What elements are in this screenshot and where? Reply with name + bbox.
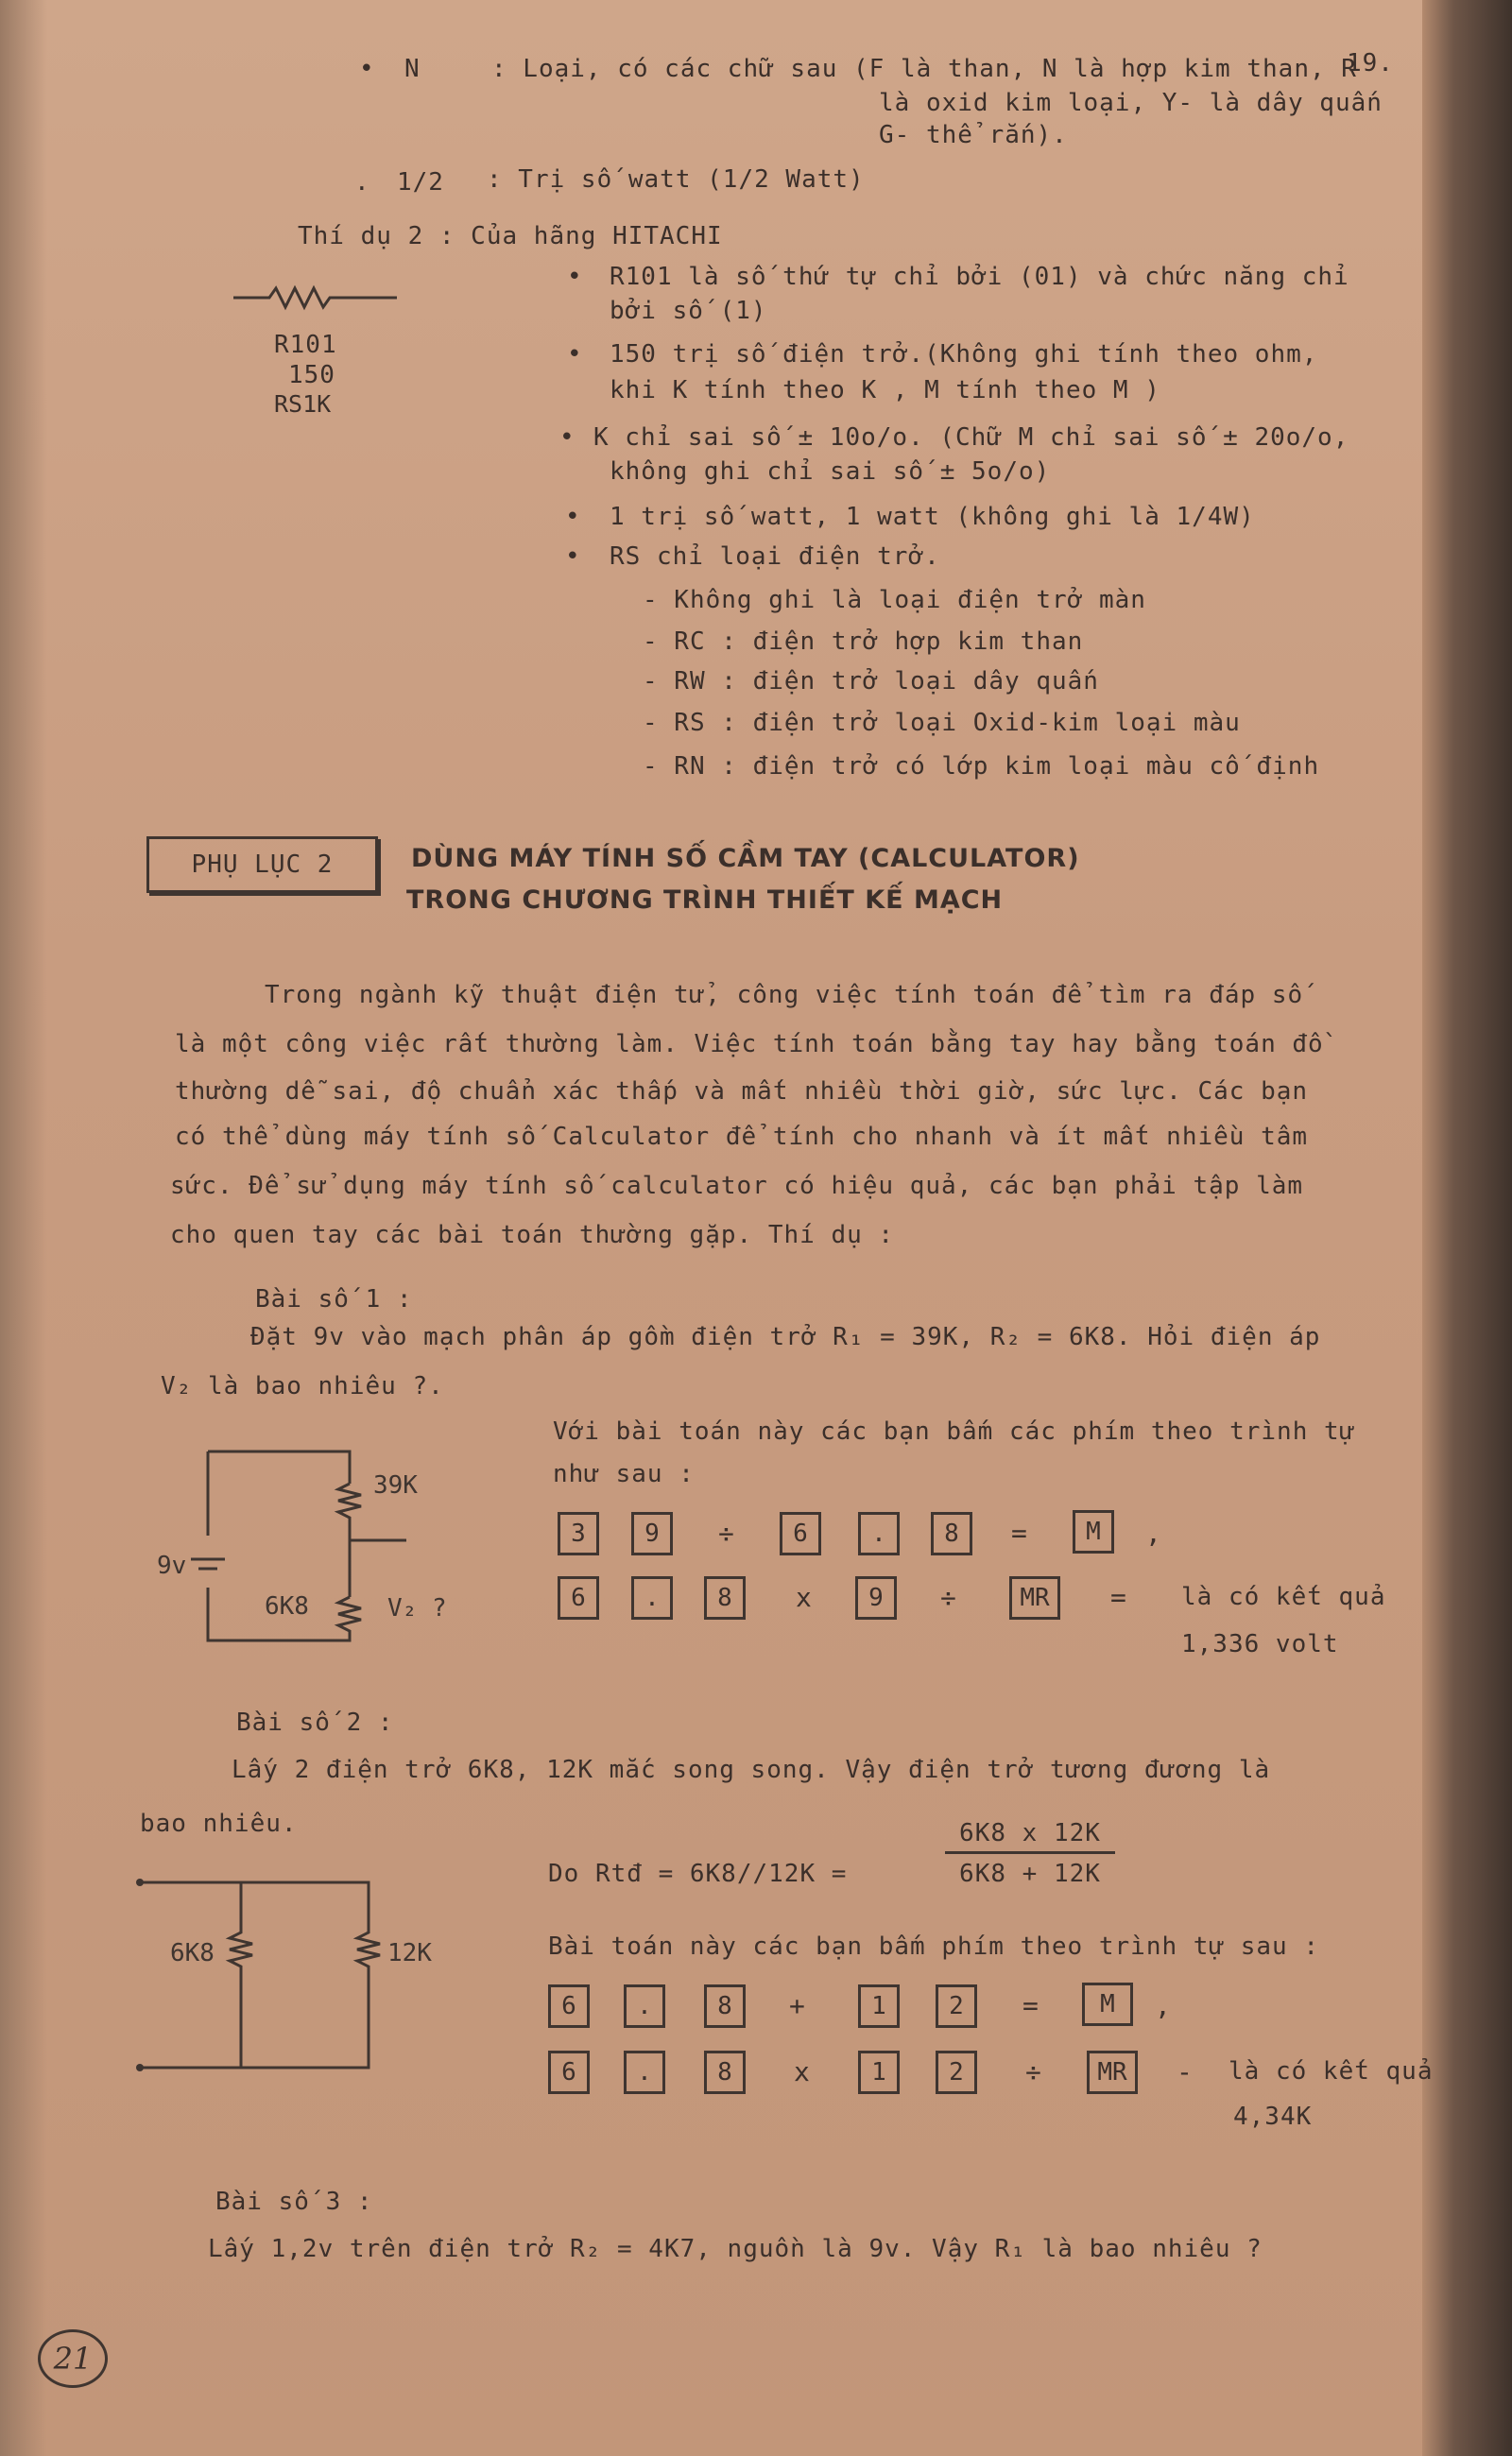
calc-operator: = bbox=[1022, 1990, 1039, 2021]
calc-key: 6 bbox=[558, 1576, 599, 1620]
circuit1-output-label: V₂ ? bbox=[387, 1594, 447, 1623]
intro-line: sức. Để sử dụng máy tính số calculator có hiệu quả, các bạn phải tập làm bbox=[170, 1172, 1304, 1200]
problem2-result: là có kết quả bbox=[1228, 2057, 1434, 2086]
calc-key: . bbox=[624, 1984, 665, 2028]
resistor-label-1: R101 bbox=[274, 331, 337, 359]
half-marker: 1/2 bbox=[397, 168, 444, 197]
resistor-label-2: 150 bbox=[288, 361, 335, 389]
calc-key: 3 bbox=[558, 1512, 599, 1555]
voltage-divider-circuit bbox=[157, 1446, 482, 1654]
calc-key: 8 bbox=[704, 1576, 746, 1620]
calc-key: 2 bbox=[936, 2051, 977, 2094]
circuit1-r1-label: 39K bbox=[373, 1471, 418, 1500]
bullet-dot: . bbox=[354, 168, 370, 197]
problem1-text: Đặt 9v vào mạch phân áp gồm điện trở R₁ = 39K, R₂ = 6K8. Hỏi điện áp bbox=[250, 1323, 1321, 1351]
intro-line: cho quen tay các bài toán thường gặp. Thí dụ : bbox=[170, 1221, 895, 1249]
half-text: : Trị số watt (1/2 Watt) bbox=[487, 165, 865, 194]
calc-key: 6 bbox=[548, 2051, 590, 2094]
bullet-line: R101 là số thứ tự chỉ bởi (01) và chức năng chỉ bbox=[610, 263, 1349, 291]
calc-operator: ÷ bbox=[718, 1518, 734, 1549]
problem2-text: bao nhiêu. bbox=[140, 1810, 298, 1838]
circuit2-r2-label: 12K bbox=[387, 1939, 432, 1967]
calc-separator: , bbox=[1145, 1518, 1161, 1549]
problem1-instr: như sau : bbox=[553, 1460, 695, 1488]
calc-key-memory: MR bbox=[1009, 1576, 1060, 1620]
appendix-box bbox=[146, 836, 378, 893]
handwritten-page-number bbox=[38, 2329, 108, 2388]
calc-key: 6 bbox=[548, 1984, 590, 2028]
bullet-dot: • bbox=[559, 423, 576, 452]
type-item: - RN : điện trở có lớp kim loại màu cố định bbox=[643, 752, 1320, 781]
calc-operator: + bbox=[789, 1990, 805, 2021]
type-item: - RW : điện trở loại dây quấn bbox=[643, 667, 1099, 696]
calc-key: 9 bbox=[631, 1512, 673, 1555]
problem2-text: Lấy 2 điện trở 6K8, 12K mắc song song. Vậy điện trở tương đương là bbox=[232, 1756, 1271, 1784]
handwritten-page-number-text: 21 bbox=[53, 2341, 93, 2377]
bullet-dot: • bbox=[565, 503, 581, 531]
problem2-instr: Bài toán này các bạn bấm phím theo trình tự sau : bbox=[548, 1932, 1320, 1961]
calc-key: . bbox=[858, 1512, 900, 1555]
calc-operator: ÷ bbox=[940, 1582, 956, 1613]
intro-line: là một công việc rất thường làm. Việc tính toán bằng tay hay bằng toán đồ bbox=[175, 1030, 1324, 1058]
circuit1-r2-label: 6K8 bbox=[265, 1592, 309, 1621]
resistor-symbol-icon bbox=[232, 283, 402, 312]
calc-separator: , bbox=[1155, 1990, 1171, 2021]
problem2-result-value: 4,34K bbox=[1233, 2103, 1313, 2131]
calc-key-memory: M bbox=[1082, 1983, 1133, 2026]
type-item: - RS : điện trở loại Oxid-kim loại màu bbox=[643, 709, 1241, 737]
problem1-instr: Với bài toán này các bạn bấm các phím theo trình tự bbox=[553, 1417, 1356, 1446]
calc-key: . bbox=[624, 2051, 665, 2094]
appendix-title-line2: TRONG CHƯƠNG TRÌNH THIẾT KẾ MẠCH bbox=[406, 885, 1004, 915]
resistor-label-3: RS1K bbox=[274, 390, 332, 418]
calc-key: 8 bbox=[931, 1512, 972, 1555]
calc-key: 9 bbox=[855, 1576, 897, 1620]
bullet-dot: • bbox=[567, 340, 583, 369]
calc-operator: - bbox=[1177, 2056, 1193, 2087]
calc-operator: = bbox=[1110, 1582, 1126, 1613]
calc-key: 6 bbox=[780, 1512, 821, 1555]
bullet-dot: • bbox=[565, 542, 581, 571]
bullet-line: K chỉ sai số ± 10o/o. (Chữ M chỉ sai số ± 20o/o, bbox=[593, 423, 1349, 452]
problem1-text: V₂ là bao nhiêu ?. bbox=[161, 1372, 444, 1400]
calc-operator: x bbox=[796, 1582, 812, 1613]
calc-key: 8 bbox=[704, 1984, 746, 2028]
calc-operator: ÷ bbox=[1025, 2056, 1041, 2087]
problem3-text: Lấy 1,2v trên điện trở R₂ = 4K7, nguồn là 9v. Vậy R₁ là bao nhiêu ? bbox=[208, 2235, 1263, 2263]
calc-key-memory: MR bbox=[1087, 2051, 1138, 2094]
problem3-heading: Bài số 3 : bbox=[215, 2188, 373, 2216]
circuit2-r1-label: 6K8 bbox=[170, 1939, 215, 1967]
n-text-line3: G- thể rắn). bbox=[879, 121, 1068, 149]
type-item: - Không ghi là loại điện trở màn bbox=[643, 586, 1146, 614]
problem1-result: là có kết quả bbox=[1181, 1583, 1386, 1611]
n-marker: N bbox=[404, 55, 421, 83]
calc-operator: = bbox=[1011, 1518, 1027, 1549]
bullet-dot: • bbox=[359, 55, 375, 83]
problem2-heading: Bài số 2 : bbox=[236, 1709, 394, 1737]
parallel-resistor-circuit bbox=[132, 1876, 432, 2074]
n-text-line1: : Loại, có các chữ sau (F là than, N là hợp kim than, R bbox=[491, 55, 1357, 83]
problem2-formula-lhs: Do Rtđ = 6K8//12K = bbox=[548, 1860, 848, 1888]
calc-key-memory: M bbox=[1073, 1510, 1114, 1554]
intro-line: thường dễ sai, độ chuẩn xác thấp và mất nhiều thời giờ, sức lực. Các bạn bbox=[175, 1077, 1309, 1106]
calc-operator: x bbox=[794, 2056, 810, 2087]
bullet-line: 1 trị số watt, 1 watt (không ghi là 1/4W) bbox=[610, 503, 1255, 531]
example2-title: Thí dụ 2 : Của hãng HITACHI bbox=[298, 222, 723, 250]
problem1-result-value: 1,336 volt bbox=[1181, 1630, 1339, 1658]
problem2-fraction bbox=[945, 1819, 1115, 1888]
type-item: - RC : điện trở hợp kim than bbox=[643, 627, 1084, 656]
page-edge-shadow bbox=[1422, 0, 1512, 2456]
bullet-line: bởi số (1) bbox=[610, 297, 767, 325]
calc-key: . bbox=[631, 1576, 673, 1620]
calc-key: 1 bbox=[858, 2051, 900, 2094]
circuit1-source-label: 9v bbox=[157, 1552, 187, 1580]
intro-line: Trong ngành kỹ thuật điện tử, công việc tính toán để tìm ra đáp số bbox=[265, 981, 1304, 1009]
bullet-line: 150 trị số điện trở.(Không ghi tính theo ohm, bbox=[610, 340, 1318, 369]
bullet-dot: • bbox=[567, 263, 583, 291]
page-number: 19. bbox=[1347, 49, 1394, 77]
appendix-label: PHỤ LỤC 2 bbox=[191, 850, 334, 879]
fraction-numerator: 6K8 x 12K bbox=[945, 1819, 1115, 1854]
bullet-line: khi K tính theo K , M tính theo M ) bbox=[610, 376, 1160, 404]
problem1-heading: Bài số 1 : bbox=[255, 1285, 413, 1314]
intro-line: có thể dùng máy tính số Calculator để tính cho nhanh và ít mất nhiều tâm bbox=[175, 1123, 1309, 1151]
binding-shadow bbox=[0, 0, 47, 2456]
calc-key: 2 bbox=[936, 1984, 977, 2028]
calc-key: 8 bbox=[704, 2051, 746, 2094]
n-text-line2: là oxid kim loại, Y- là dây quấn bbox=[879, 89, 1383, 117]
calc-key: 1 bbox=[858, 1984, 900, 2028]
bullet-line: không ghi chỉ sai số ± 5o/o) bbox=[610, 457, 1051, 486]
fraction-denominator: 6K8 + 12K bbox=[959, 1860, 1101, 1888]
appendix-title-line1: DÙNG MÁY TÍNH SỐ CẦM TAY (CALCULATOR) bbox=[411, 844, 1080, 873]
bullet-line: RS chỉ loại điện trở. bbox=[610, 542, 940, 571]
